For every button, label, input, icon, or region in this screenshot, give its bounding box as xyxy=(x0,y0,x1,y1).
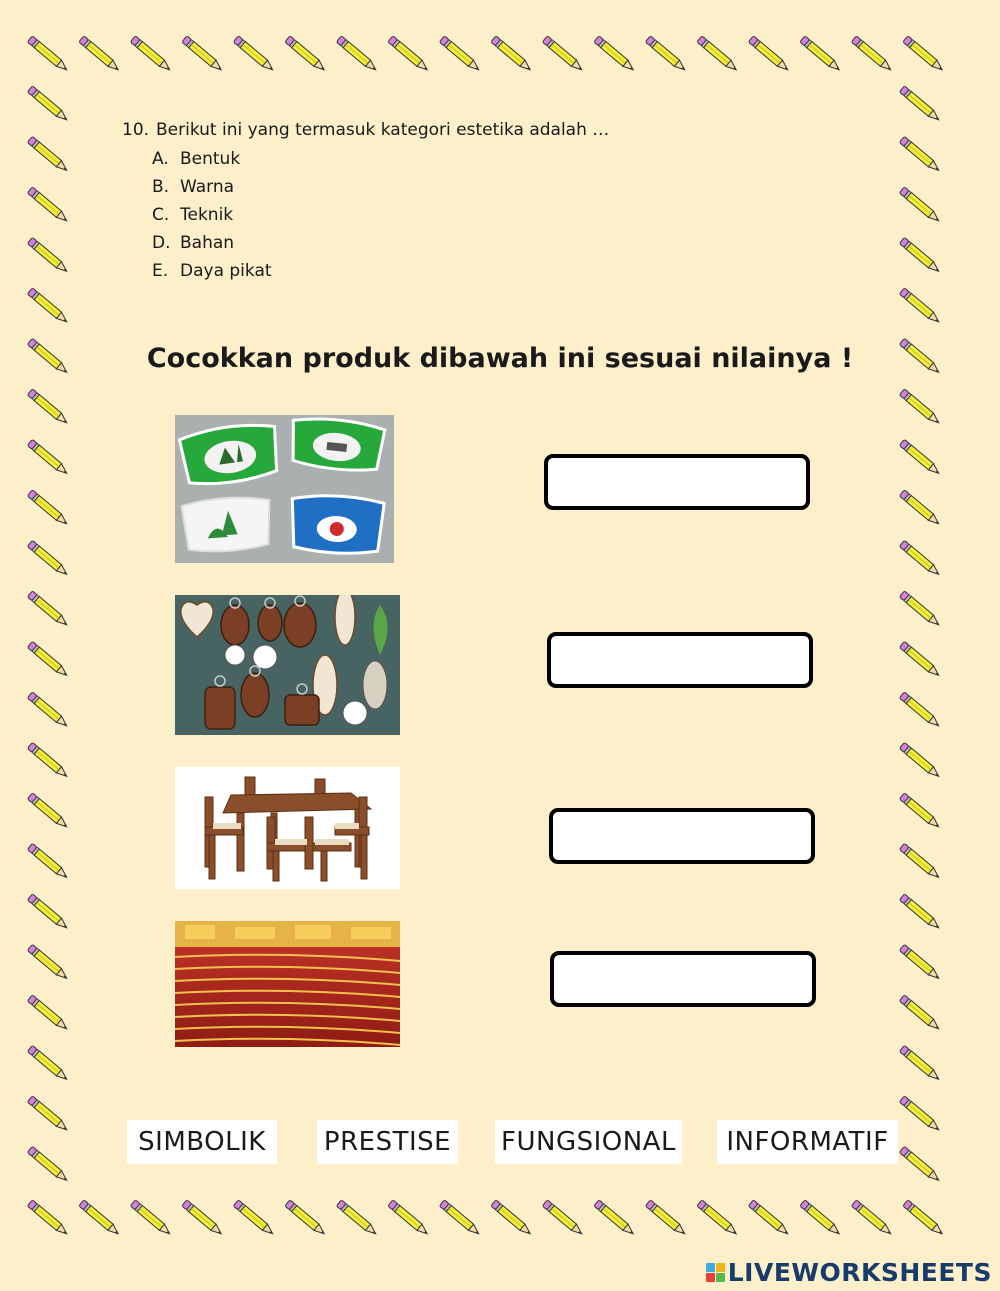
question-number: 10. xyxy=(122,120,150,140)
pencil-icon xyxy=(899,995,941,1032)
answer-options xyxy=(152,145,609,285)
tag-informatif[interactable]: INFORMATIF xyxy=(717,1120,898,1164)
pencil-icon xyxy=(27,490,69,527)
pencil-icon xyxy=(645,1200,687,1237)
pencil-icon xyxy=(899,187,941,224)
pencil-icon xyxy=(491,36,533,73)
pencil-icon xyxy=(27,1045,69,1082)
pencil-icon xyxy=(27,793,69,830)
matching-heading: Cocokkan produk dibawah ini sesuai nilainya ! xyxy=(146,343,854,374)
option-text: Bahan xyxy=(180,233,235,253)
pencil-icon xyxy=(899,641,941,678)
answer-box-1[interactable] xyxy=(544,454,810,510)
option-a[interactable] xyxy=(152,145,609,173)
pencil-icon xyxy=(130,1200,172,1237)
pencil-icon xyxy=(899,490,941,527)
pencil-icon xyxy=(79,1200,121,1237)
pencil-icon xyxy=(697,36,739,73)
pencil-icon xyxy=(899,692,941,729)
tag-prestise[interactable]: PRESTISE xyxy=(317,1120,458,1164)
pencil-icon xyxy=(697,1200,739,1237)
pencil-icon xyxy=(899,591,941,628)
pencil-icon xyxy=(899,894,941,931)
pencil-icon xyxy=(233,1200,275,1237)
option-letter: A. xyxy=(152,149,169,169)
pencil-icon xyxy=(27,86,69,123)
pencil-icon xyxy=(899,1045,941,1082)
pencil-icon xyxy=(903,36,945,73)
pencil-icon xyxy=(899,237,941,274)
pencil-icon xyxy=(800,1200,842,1237)
pencil-icon xyxy=(27,439,69,476)
pencil-icon xyxy=(899,136,941,173)
pencil-icon xyxy=(594,36,636,73)
option-letter: D. xyxy=(152,233,171,253)
pencil-icon xyxy=(594,1200,636,1237)
liveworksheets-logo[interactable] xyxy=(706,1258,992,1286)
option-d[interactable] xyxy=(152,229,609,257)
pencil-icon xyxy=(645,36,687,73)
gold-jewelry-photo xyxy=(175,921,400,1047)
pencil-icon xyxy=(27,540,69,577)
pencil-icon xyxy=(388,1200,430,1237)
pencil-icon xyxy=(899,439,941,476)
option-letter: B. xyxy=(152,177,170,197)
pencil-icon xyxy=(899,288,941,325)
pencil-icon xyxy=(748,1200,790,1237)
dining-table-photo xyxy=(175,767,400,889)
pencil-icon xyxy=(27,36,69,73)
school-badges-photo xyxy=(175,415,394,563)
pencil-icon xyxy=(27,641,69,678)
pencil-icon xyxy=(336,36,378,73)
liveworksheets-logo-icon xyxy=(706,1263,725,1282)
pencil-icon xyxy=(439,1200,481,1237)
keychains-photo xyxy=(175,595,400,735)
pencil-icon xyxy=(27,1096,69,1133)
pencil-icon xyxy=(542,1200,584,1237)
pencil-icon xyxy=(182,36,224,73)
answer-box-3[interactable] xyxy=(549,808,815,864)
pencil-icon xyxy=(182,1200,224,1237)
pencil-icon xyxy=(800,36,842,73)
pencil-icon xyxy=(899,1096,941,1133)
pencil-icon xyxy=(899,540,941,577)
pencil-icon xyxy=(27,187,69,224)
pencil-icon xyxy=(233,36,275,73)
pencil-icon xyxy=(899,86,941,123)
pencil-icon xyxy=(285,1200,327,1237)
pencil-icon xyxy=(439,36,481,73)
pencil-icon xyxy=(27,237,69,274)
answer-box-4[interactable] xyxy=(550,951,816,1007)
pencil-icon xyxy=(27,894,69,931)
pencil-icon xyxy=(748,36,790,73)
pencil-icon xyxy=(27,136,69,173)
pencil-icon xyxy=(491,1200,533,1237)
pencil-icon xyxy=(27,591,69,628)
pencil-icon xyxy=(27,692,69,729)
question-10 xyxy=(122,118,609,285)
pencil-icon xyxy=(899,742,941,779)
pencil-icon xyxy=(27,1200,69,1237)
option-e[interactable] xyxy=(152,257,609,285)
pencil-icon xyxy=(899,389,941,426)
tag-simbolik[interactable]: SIMBOLIK xyxy=(127,1120,277,1164)
pencil-icon xyxy=(851,1200,893,1237)
pencil-icon xyxy=(27,944,69,981)
option-text: Warna xyxy=(180,177,235,197)
option-c[interactable] xyxy=(152,201,609,229)
question-text-row xyxy=(122,118,609,142)
pencil-icon xyxy=(899,793,941,830)
pencil-icon xyxy=(27,995,69,1032)
option-letter: E. xyxy=(152,261,169,281)
pencil-icon xyxy=(27,742,69,779)
pencil-icon xyxy=(285,36,327,73)
pencil-icon xyxy=(27,1146,69,1183)
option-letter: C. xyxy=(152,205,170,225)
option-text: Daya pikat xyxy=(180,261,272,281)
pencil-icon xyxy=(899,1146,941,1183)
tag-fungsional[interactable]: FUNGSIONAL xyxy=(495,1120,682,1164)
pencil-icon xyxy=(27,288,69,325)
pencil-icon xyxy=(542,36,584,73)
pencil-icon xyxy=(79,36,121,73)
pencil-icon xyxy=(130,36,172,73)
option-b[interactable] xyxy=(152,173,609,201)
pencil-icon xyxy=(899,843,941,880)
pencil-icon xyxy=(899,944,941,981)
pencil-icon xyxy=(851,36,893,73)
pencil-icon xyxy=(27,389,69,426)
option-text: Bentuk xyxy=(180,149,241,169)
question-text: Berikut ini yang termasuk kategori estetika adalah … xyxy=(156,120,610,140)
pencil-icon xyxy=(27,843,69,880)
liveworksheets-logo-text: LIVEWORKSHEETS xyxy=(727,1257,992,1287)
pencil-icon xyxy=(388,36,430,73)
pencil-icon xyxy=(336,1200,378,1237)
pencil-icon xyxy=(903,1200,945,1237)
option-text: Teknik xyxy=(180,205,234,225)
answer-box-2[interactable] xyxy=(547,632,813,688)
